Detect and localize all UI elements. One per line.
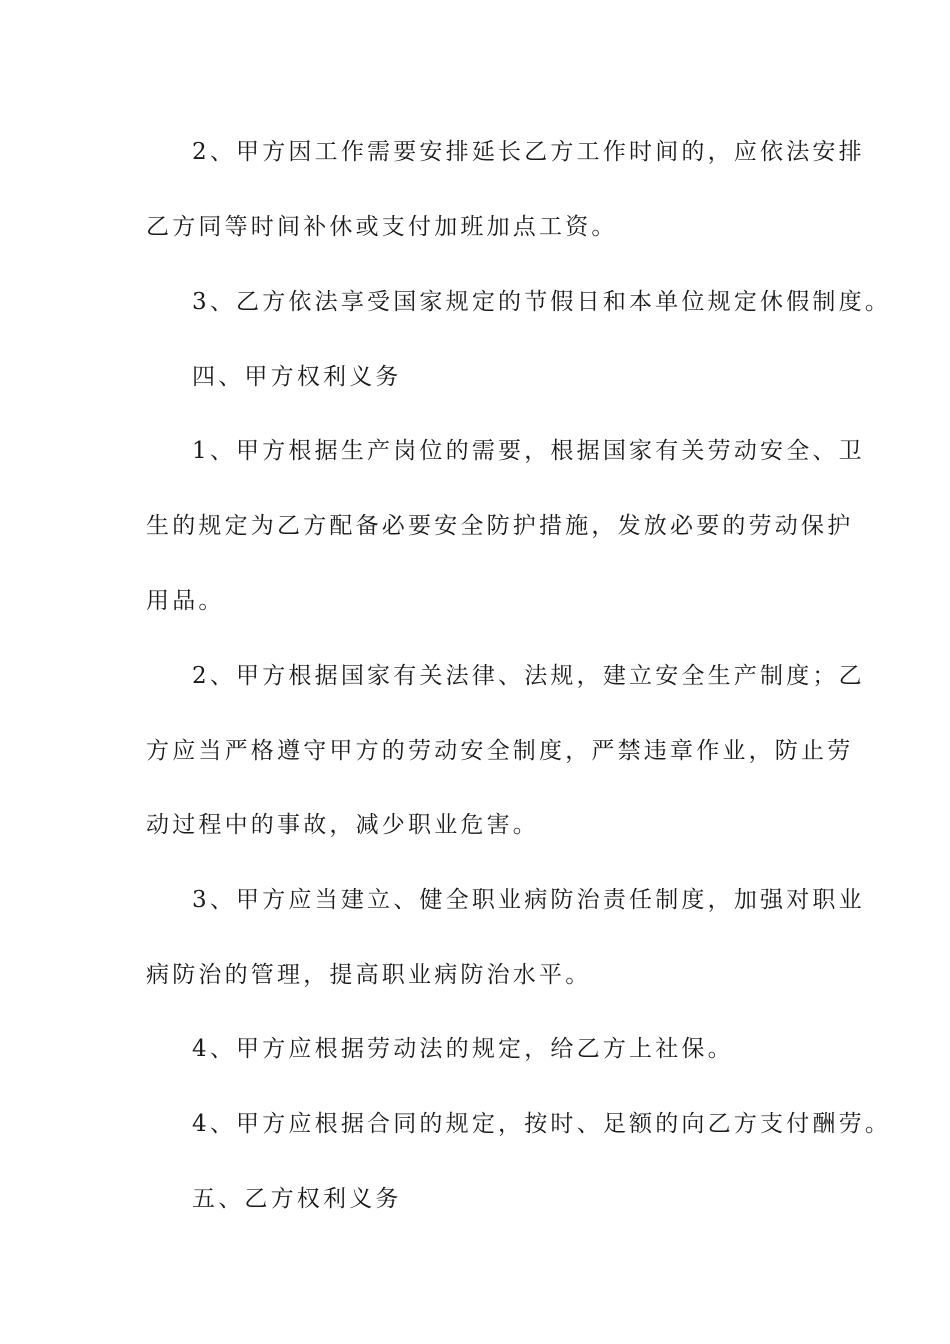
- paragraph-line: 用品。: [146, 588, 225, 614]
- paragraph-line: 2、甲方根据国家有关法律、法规，建立安全生产制度；乙: [192, 663, 865, 689]
- paragraph-line: 4、甲方应根据劳动法的规定，给乙方上社保。: [192, 1036, 734, 1062]
- paragraph-line: 动过程中的事故，减少职业危害。: [146, 812, 539, 838]
- paragraph-line: 3、甲方应当建立、健全职业病防治责任制度，加强对职业: [192, 887, 865, 913]
- paragraph-line: 3、乙方依法享受国家规定的节假日和本单位规定休假制度。: [192, 289, 892, 315]
- paragraph-line: 方应当严格遵守甲方的劳动安全制度，严禁违章作业，防止劳: [146, 738, 854, 764]
- paragraph-line: 1、甲方根据生产岗位的需要，根据国家有关劳动安全、卫: [192, 438, 865, 464]
- section-heading: 四、甲方权利义务: [192, 364, 402, 390]
- paragraph-line: 病防治的管理，提高职业病防治水平。: [146, 962, 592, 988]
- paragraph-line: 4、甲方应根据合同的规定，按时、足额的向乙方支付酬劳。: [192, 1111, 892, 1137]
- paragraph-line: 2、甲方因工作需要安排延长乙方工作时间的，应依法安排: [192, 139, 865, 165]
- paragraph-line: 乙方同等时间补休或支付加班加点工资。: [146, 214, 618, 240]
- section-heading: 五、乙方权利义务: [192, 1186, 402, 1212]
- paragraph-line: 生的规定为乙方配备必要安全防护措施，发放必要的劳动保护: [146, 513, 854, 539]
